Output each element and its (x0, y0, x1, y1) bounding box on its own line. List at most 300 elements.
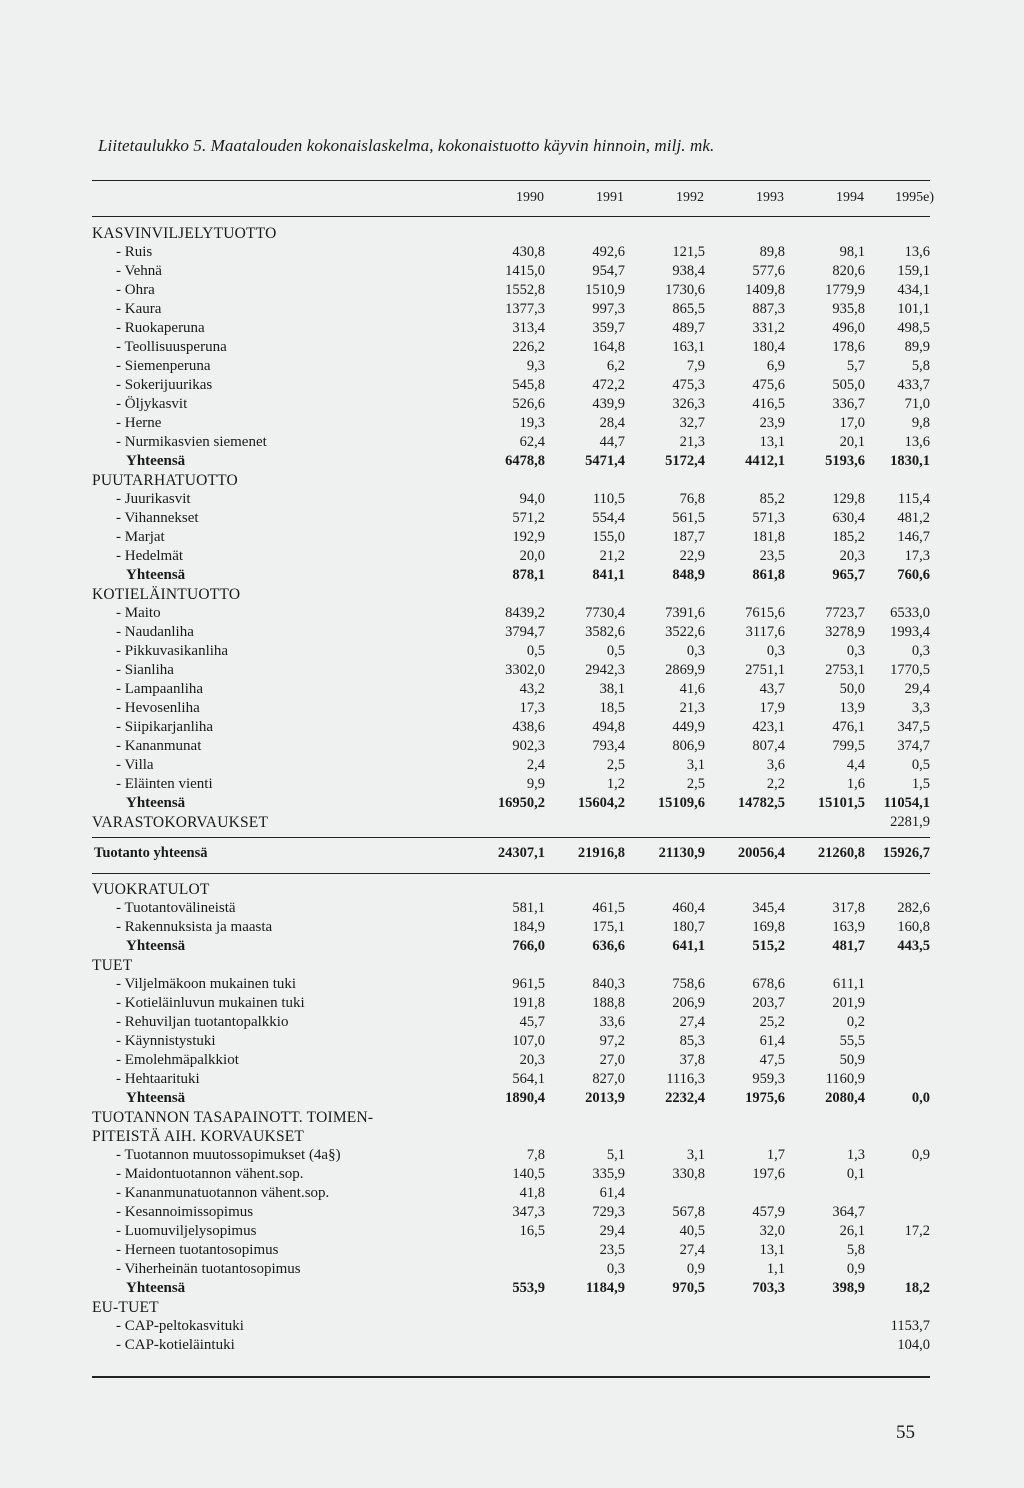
cell-1991: 1510,9 (585, 282, 625, 298)
cell-1991: 5,1 (606, 1147, 625, 1163)
row-label: - Hehtaarituki (116, 1071, 200, 1087)
cell-1990: 19,3 (519, 415, 545, 431)
cell-1994: 5,8 (846, 1242, 865, 1258)
year-1990: 1990 (516, 190, 544, 205)
row-label: - Emolehmäpalkkiot (116, 1052, 239, 1068)
cell-1991: 359,7 (592, 320, 625, 336)
cell-1992: 27,4 (679, 1242, 705, 1258)
cell-1994: 481,7 (832, 938, 865, 954)
cell-1995: 374,7 (897, 738, 930, 754)
cell-1995: 6533,0 (890, 605, 930, 621)
cell-1994: 398,9 (832, 1280, 865, 1296)
cell-1994: 55,5 (839, 1033, 865, 1049)
header-rule (92, 216, 930, 217)
cell-1990: 45,7 (519, 1014, 545, 1030)
cell-1994: 505,0 (832, 377, 865, 393)
cell-1993: 7615,6 (745, 605, 785, 621)
row-separator (0, 868, 1024, 880)
separator-line (92, 837, 930, 838)
cell-1992: 806,9 (672, 738, 705, 754)
table-row (0, 680, 1024, 699)
table-row (0, 1336, 1024, 1355)
cell-1992: 85,3 (679, 1033, 705, 1049)
cell-1990: 766,0 (512, 938, 545, 954)
cell-1993: 3,6 (766, 757, 785, 773)
cell-1992: 865,5 (672, 301, 705, 317)
cell-1990: 878,1 (512, 567, 545, 583)
cell-1990: 961,5 (512, 976, 545, 992)
total-row (0, 1279, 1024, 1298)
cell-1991: 23,5 (599, 1242, 625, 1258)
year-1995: 1995e) (895, 190, 934, 205)
cell-1990: 313,4 (512, 320, 545, 336)
cell-1991: 0,5 (606, 643, 625, 659)
cell-1992: 3522,6 (665, 624, 705, 640)
cell-1990: 8439,2 (505, 605, 545, 621)
cell-1991: 21916,8 (577, 845, 625, 861)
cell-1990: 902,3 (512, 738, 545, 754)
cell-1991: 472,2 (592, 377, 625, 393)
cell-1994: 476,1 (832, 719, 865, 735)
row-label: TUOTANNON TASAPAINOTT. TOIMEN- (92, 1109, 374, 1126)
section-row (0, 1108, 1024, 1127)
cell-1994: 13,9 (839, 700, 865, 716)
cell-1993: 1,7 (766, 1147, 785, 1163)
cell-1993: 807,4 (752, 738, 785, 754)
cell-1994: 163,9 (832, 919, 865, 935)
cell-1992: 1116,3 (666, 1071, 705, 1087)
cell-1990: 2,4 (526, 757, 545, 773)
cell-1991: 2013,9 (585, 1090, 625, 1106)
cell-1992: 5172,4 (665, 453, 705, 469)
cell-1995: 5,8 (911, 358, 930, 374)
cell-1990: 62,4 (519, 434, 545, 450)
cell-1990: 20,3 (519, 1052, 545, 1068)
cell-1992: 758,6 (672, 976, 705, 992)
cell-1991: 439,9 (592, 396, 625, 412)
row-label: - Kananmunatuotannon vähent.sop. (116, 1185, 330, 1201)
cell-1994: 1160,9 (825, 1071, 865, 1087)
table-row (0, 1165, 1024, 1184)
cell-1990: 571,2 (512, 510, 545, 526)
cell-1992: 567,8 (672, 1204, 705, 1220)
table-row (0, 547, 1024, 566)
table-row (0, 1051, 1024, 1070)
row-label: - Herne (116, 415, 162, 431)
cell-1994: 2080,4 (825, 1090, 865, 1106)
cell-1995: 89,9 (904, 339, 930, 355)
cell-1993: 23,5 (759, 548, 785, 564)
cell-1994: 0,2 (846, 1014, 865, 1030)
cell-1995: 0,3 (911, 643, 930, 659)
cell-1994: 935,8 (832, 301, 865, 317)
cell-1995: 104,0 (897, 1337, 930, 1353)
cell-1991: 21,2 (599, 548, 625, 564)
cell-1990: 581,1 (512, 900, 545, 916)
table-row (0, 1032, 1024, 1051)
cell-1993: 1409,8 (745, 282, 785, 298)
cell-1993: 14782,5 (737, 795, 785, 811)
section-row (0, 1127, 1024, 1146)
table-row (0, 1184, 1024, 1203)
table-row (0, 699, 1024, 718)
table-row (0, 1317, 1024, 1336)
row-label: - Ruokaperuna (116, 320, 205, 336)
cell-1990: 553,9 (512, 1280, 545, 1296)
table-row (0, 604, 1024, 623)
cell-1991: 492,6 (592, 244, 625, 260)
cell-1994: 7723,7 (825, 605, 865, 621)
cell-1994: 630,4 (832, 510, 865, 526)
cell-1990: 430,8 (512, 244, 545, 260)
table-caption: Liitetaulukko 5. Maatalouden kokonaislaskelma, kokonaistuotto käyvin hinnoin, milj. mk. (98, 136, 715, 155)
cell-1993: 1975,6 (745, 1090, 785, 1106)
cell-1993: 181,8 (752, 529, 785, 545)
cell-1993: 180,4 (752, 339, 785, 355)
cell-1992: 0,3 (686, 643, 705, 659)
cell-1992: 76,8 (679, 491, 705, 507)
cell-1995: 1,5 (911, 776, 930, 792)
cell-1993: 17,9 (759, 700, 785, 716)
cell-1991: 27,0 (599, 1052, 625, 1068)
table-row (0, 338, 1024, 357)
total-row (0, 937, 1024, 956)
cell-1990: 94,0 (519, 491, 545, 507)
cell-1992: 206,9 (672, 995, 705, 1011)
cell-1990: 526,6 (512, 396, 545, 412)
cell-1992: 2869,9 (665, 662, 705, 678)
cell-1993: 197,6 (752, 1166, 785, 1182)
row-label: - Pikkuvasikanliha (116, 643, 229, 659)
cell-1992: 3,1 (686, 757, 705, 773)
cell-1992: 187,7 (672, 529, 705, 545)
section-row (0, 224, 1024, 243)
table-row (0, 1070, 1024, 1089)
cell-1993: 89,8 (759, 244, 785, 260)
cell-1994: 1,3 (846, 1147, 865, 1163)
total-row (0, 566, 1024, 585)
section-row (0, 880, 1024, 899)
table-body (0, 224, 1024, 1355)
table-row (0, 528, 1024, 547)
table-row (0, 918, 1024, 937)
cell-1991: 164,8 (592, 339, 625, 355)
cell-1991: 44,7 (599, 434, 625, 450)
row-label: - Kotieläinluvun mukainen tuki (116, 995, 305, 1011)
row-label: - Eläinten vienti (116, 776, 213, 792)
year-header (0, 190, 1024, 210)
cell-1994: 178,6 (832, 339, 865, 355)
table-row (0, 281, 1024, 300)
table-row (0, 737, 1024, 756)
table-row (0, 490, 1024, 509)
row-label: - Ohra (116, 282, 155, 298)
cell-1991: 841,1 (592, 567, 625, 583)
row-label: - Viljelmäkoon mukainen tuki (116, 976, 297, 992)
row-label: - Lampaanliha (116, 681, 204, 697)
row-separator (0, 832, 1024, 844)
cell-1991: 5471,4 (585, 453, 625, 469)
cell-1990: 184,9 (512, 919, 545, 935)
cell-1994: 364,7 (832, 1204, 865, 1220)
cell-1995: 760,6 (897, 567, 930, 583)
cell-1991: 175,1 (592, 919, 625, 935)
cell-1991: 15604,2 (577, 795, 625, 811)
cell-1993: 2,2 (766, 776, 785, 792)
table-row (0, 433, 1024, 452)
cell-1990: 9,9 (526, 776, 545, 792)
cell-1990: 24307,1 (497, 845, 545, 861)
cell-1992: 180,7 (672, 919, 705, 935)
cell-1993: 43,7 (759, 681, 785, 697)
cell-1995: 1153,7 (890, 1318, 930, 1334)
cell-1992: 326,3 (672, 396, 705, 412)
cell-1990: 16950,2 (497, 795, 545, 811)
cell-1993: 331,2 (752, 320, 785, 336)
table-row (0, 395, 1024, 414)
year-1991: 1991 (596, 190, 624, 205)
row-label: Yhteensä (126, 795, 186, 811)
page-number: 55 (896, 1422, 915, 1443)
cell-1994: 20,3 (839, 548, 865, 564)
table-row (0, 661, 1024, 680)
cell-1993: 515,2 (752, 938, 785, 954)
cell-1990: 347,3 (512, 1204, 545, 1220)
cell-1993: 0,3 (766, 643, 785, 659)
cell-1994: 965,7 (832, 567, 865, 583)
table-row (0, 357, 1024, 376)
cell-1990: 1415,0 (505, 263, 545, 279)
cell-1991: 38,1 (599, 681, 625, 697)
cell-1991: 2,5 (606, 757, 625, 773)
cell-1990: 43,2 (519, 681, 545, 697)
cell-1990: 564,1 (512, 1071, 545, 1087)
cell-1995: 101,1 (897, 301, 930, 317)
row-label: Yhteensä (126, 1280, 186, 1296)
cell-1995: 159,1 (897, 263, 930, 279)
cell-1993: 203,7 (752, 995, 785, 1011)
row-label: - Hedelmät (116, 548, 184, 564)
cell-1993: 475,6 (752, 377, 785, 393)
cell-1992: 27,4 (679, 1014, 705, 1030)
cell-1992: 22,9 (679, 548, 705, 564)
cell-1991: 494,8 (592, 719, 625, 735)
cell-1990: 9,3 (526, 358, 545, 374)
cell-1990: 17,3 (519, 700, 545, 716)
cell-1991: 29,4 (599, 1223, 625, 1239)
cell-1994: 820,6 (832, 263, 865, 279)
cell-1991: 793,4 (592, 738, 625, 754)
cell-1994: 3278,9 (825, 624, 865, 640)
cell-1995: 0,9 (911, 1147, 930, 1163)
cell-1991: 97,2 (599, 1033, 625, 1049)
table-row (0, 509, 1024, 528)
cell-1992: 21,3 (679, 434, 705, 450)
cell-1992: 641,1 (672, 938, 705, 954)
year-1994: 1994 (836, 190, 864, 205)
cell-1993: 23,9 (759, 415, 785, 431)
cell-1992: 489,7 (672, 320, 705, 336)
cell-1992: 3,1 (686, 1147, 705, 1163)
cell-1994: 4,4 (846, 757, 865, 773)
cell-1994: 15101,5 (817, 795, 865, 811)
row-label: - Siipikarjanliha (116, 719, 214, 735)
table-row (0, 994, 1024, 1013)
cell-1994: 5,7 (846, 358, 865, 374)
row-label: - Rakennuksista ja maasta (116, 919, 273, 935)
cell-1991: 335,9 (592, 1166, 625, 1182)
year-1992: 1992 (676, 190, 704, 205)
row-label: - Öljykasvit (116, 396, 188, 412)
cell-1992: 41,6 (679, 681, 705, 697)
cell-1994: 799,5 (832, 738, 865, 754)
cell-1995: 443,5 (897, 938, 930, 954)
row-label: - Ruis (116, 244, 153, 260)
cell-1995: 2281,9 (890, 814, 930, 830)
cell-1993: 416,5 (752, 396, 785, 412)
cell-1991: 827,0 (592, 1071, 625, 1087)
cell-1990: 1890,4 (505, 1090, 545, 1106)
cell-1991: 33,6 (599, 1014, 625, 1030)
cell-1993: 457,9 (752, 1204, 785, 1220)
cell-1995: 29,4 (904, 681, 930, 697)
row-label: - Siemenperuna (116, 358, 211, 374)
cell-1992: 15109,6 (657, 795, 705, 811)
row-label: Yhteensä (126, 938, 186, 954)
table-row (0, 899, 1024, 918)
cell-1992: 21130,9 (658, 845, 705, 861)
year-1993: 1993 (756, 190, 784, 205)
cell-1995: 146,7 (897, 529, 930, 545)
cell-1990: 1377,3 (505, 301, 545, 317)
cell-1995: 0,0 (911, 1090, 930, 1106)
cell-1992: 460,4 (672, 900, 705, 916)
cell-1995: 0,5 (911, 757, 930, 773)
cell-1992: 561,5 (672, 510, 705, 526)
section-row (0, 813, 1024, 832)
cell-1990: 6478,8 (505, 453, 545, 469)
bottom-rule (92, 1376, 930, 1378)
section-row (0, 471, 1024, 490)
row-label: KOTIELÄINTUOTTO (92, 586, 241, 603)
row-label: - Sianliha (116, 662, 174, 678)
cell-1991: 28,4 (599, 415, 625, 431)
cell-1993: 47,5 (759, 1052, 785, 1068)
table-row (0, 975, 1024, 994)
table-row (0, 1222, 1024, 1241)
cell-1990: 20,0 (519, 548, 545, 564)
total-row (0, 1089, 1024, 1108)
cell-1993: 571,3 (752, 510, 785, 526)
row-label: PITEISTÄ AIH. KORVAUKSET (92, 1128, 305, 1145)
row-label: PUUTARHATUOTTO (92, 472, 238, 489)
cell-1994: 129,8 (832, 491, 865, 507)
cell-1995: 1993,4 (890, 624, 930, 640)
cell-1991: 18,5 (599, 700, 625, 716)
cell-1991: 3582,6 (585, 624, 625, 640)
row-label: - Rehuviljan tuotantopalkkio (116, 1014, 289, 1030)
cell-1993: 861,8 (752, 567, 785, 583)
cell-1990: 191,8 (512, 995, 545, 1011)
cell-1991: 636,6 (592, 938, 625, 954)
cell-1992: 2232,4 (665, 1090, 705, 1106)
top-rule (92, 180, 930, 181)
cell-1995: 13,6 (904, 244, 930, 260)
cell-1990: 545,8 (512, 377, 545, 393)
cell-1991: 155,0 (592, 529, 625, 545)
cell-1993: 1,1 (766, 1261, 785, 1277)
row-label: - Sokerijuurikas (116, 377, 213, 393)
cell-1994: 0,9 (846, 1261, 865, 1277)
table-row (0, 319, 1024, 338)
cell-1990: 140,5 (512, 1166, 545, 1182)
cell-1995: 1770,5 (890, 662, 930, 678)
row-label: Yhteensä (126, 1090, 186, 1106)
cell-1992: 37,8 (679, 1052, 705, 1068)
cell-1995: 3,3 (911, 700, 930, 716)
total-row (0, 794, 1024, 813)
cell-1995: 17,2 (904, 1223, 930, 1239)
cell-1993: 678,6 (752, 976, 785, 992)
cell-1991: 954,7 (592, 263, 625, 279)
row-label: - Maito (116, 605, 161, 621)
cell-1992: 32,7 (679, 415, 705, 431)
row-label: - Kesannoimissopimus (116, 1204, 254, 1220)
cell-1994: 336,7 (832, 396, 865, 412)
cell-1995: 11054,1 (883, 795, 930, 811)
row-label: - Maidontuotannon vähent.sop. (116, 1166, 304, 1182)
row-label: KASVINVILJELYTUOTTO (92, 225, 277, 242)
row-label: - CAP-kotieläintuki (116, 1337, 235, 1353)
cell-1992: 40,5 (679, 1223, 705, 1239)
total-row (0, 452, 1024, 471)
cell-1993: 4412,1 (745, 453, 785, 469)
cell-1991: 2942,3 (585, 662, 625, 678)
cell-1993: 2751,1 (745, 662, 785, 678)
row-label: - Viherheinän tuotantosopimus (116, 1261, 301, 1277)
cell-1992: 848,9 (672, 567, 705, 583)
row-label: - Marjat (116, 529, 165, 545)
cell-1990: 107,0 (512, 1033, 545, 1049)
table-row (0, 718, 1024, 737)
cell-1995: 160,8 (897, 919, 930, 935)
cell-1995: 13,6 (904, 434, 930, 450)
table-row (0, 1013, 1024, 1032)
cell-1994: 1779,9 (825, 282, 865, 298)
cell-1994: 611,1 (832, 976, 865, 992)
cell-1995: 17,3 (904, 548, 930, 564)
cell-1992: 330,8 (672, 1166, 705, 1182)
cell-1992: 121,5 (672, 244, 705, 260)
cell-1992: 163,1 (672, 339, 705, 355)
cell-1994: 5193,6 (825, 453, 865, 469)
cell-1991: 61,4 (599, 1185, 625, 1201)
row-label: - Teollisuusperuna (116, 339, 227, 355)
cell-1992: 1730,6 (665, 282, 705, 298)
cell-1992: 2,5 (686, 776, 705, 792)
row-label: Yhteensä (126, 567, 186, 583)
cell-1995: 15926,7 (882, 845, 930, 861)
cell-1993: 6,9 (766, 358, 785, 374)
grand-total-row (0, 844, 1024, 868)
cell-1992: 475,3 (672, 377, 705, 393)
cell-1995: 282,6 (897, 900, 930, 916)
row-label: - Kananmunat (116, 738, 202, 754)
cell-1994: 50,0 (839, 681, 865, 697)
cell-1990: 3794,7 (505, 624, 545, 640)
cell-1993: 703,3 (752, 1280, 785, 1296)
table-row (0, 623, 1024, 642)
